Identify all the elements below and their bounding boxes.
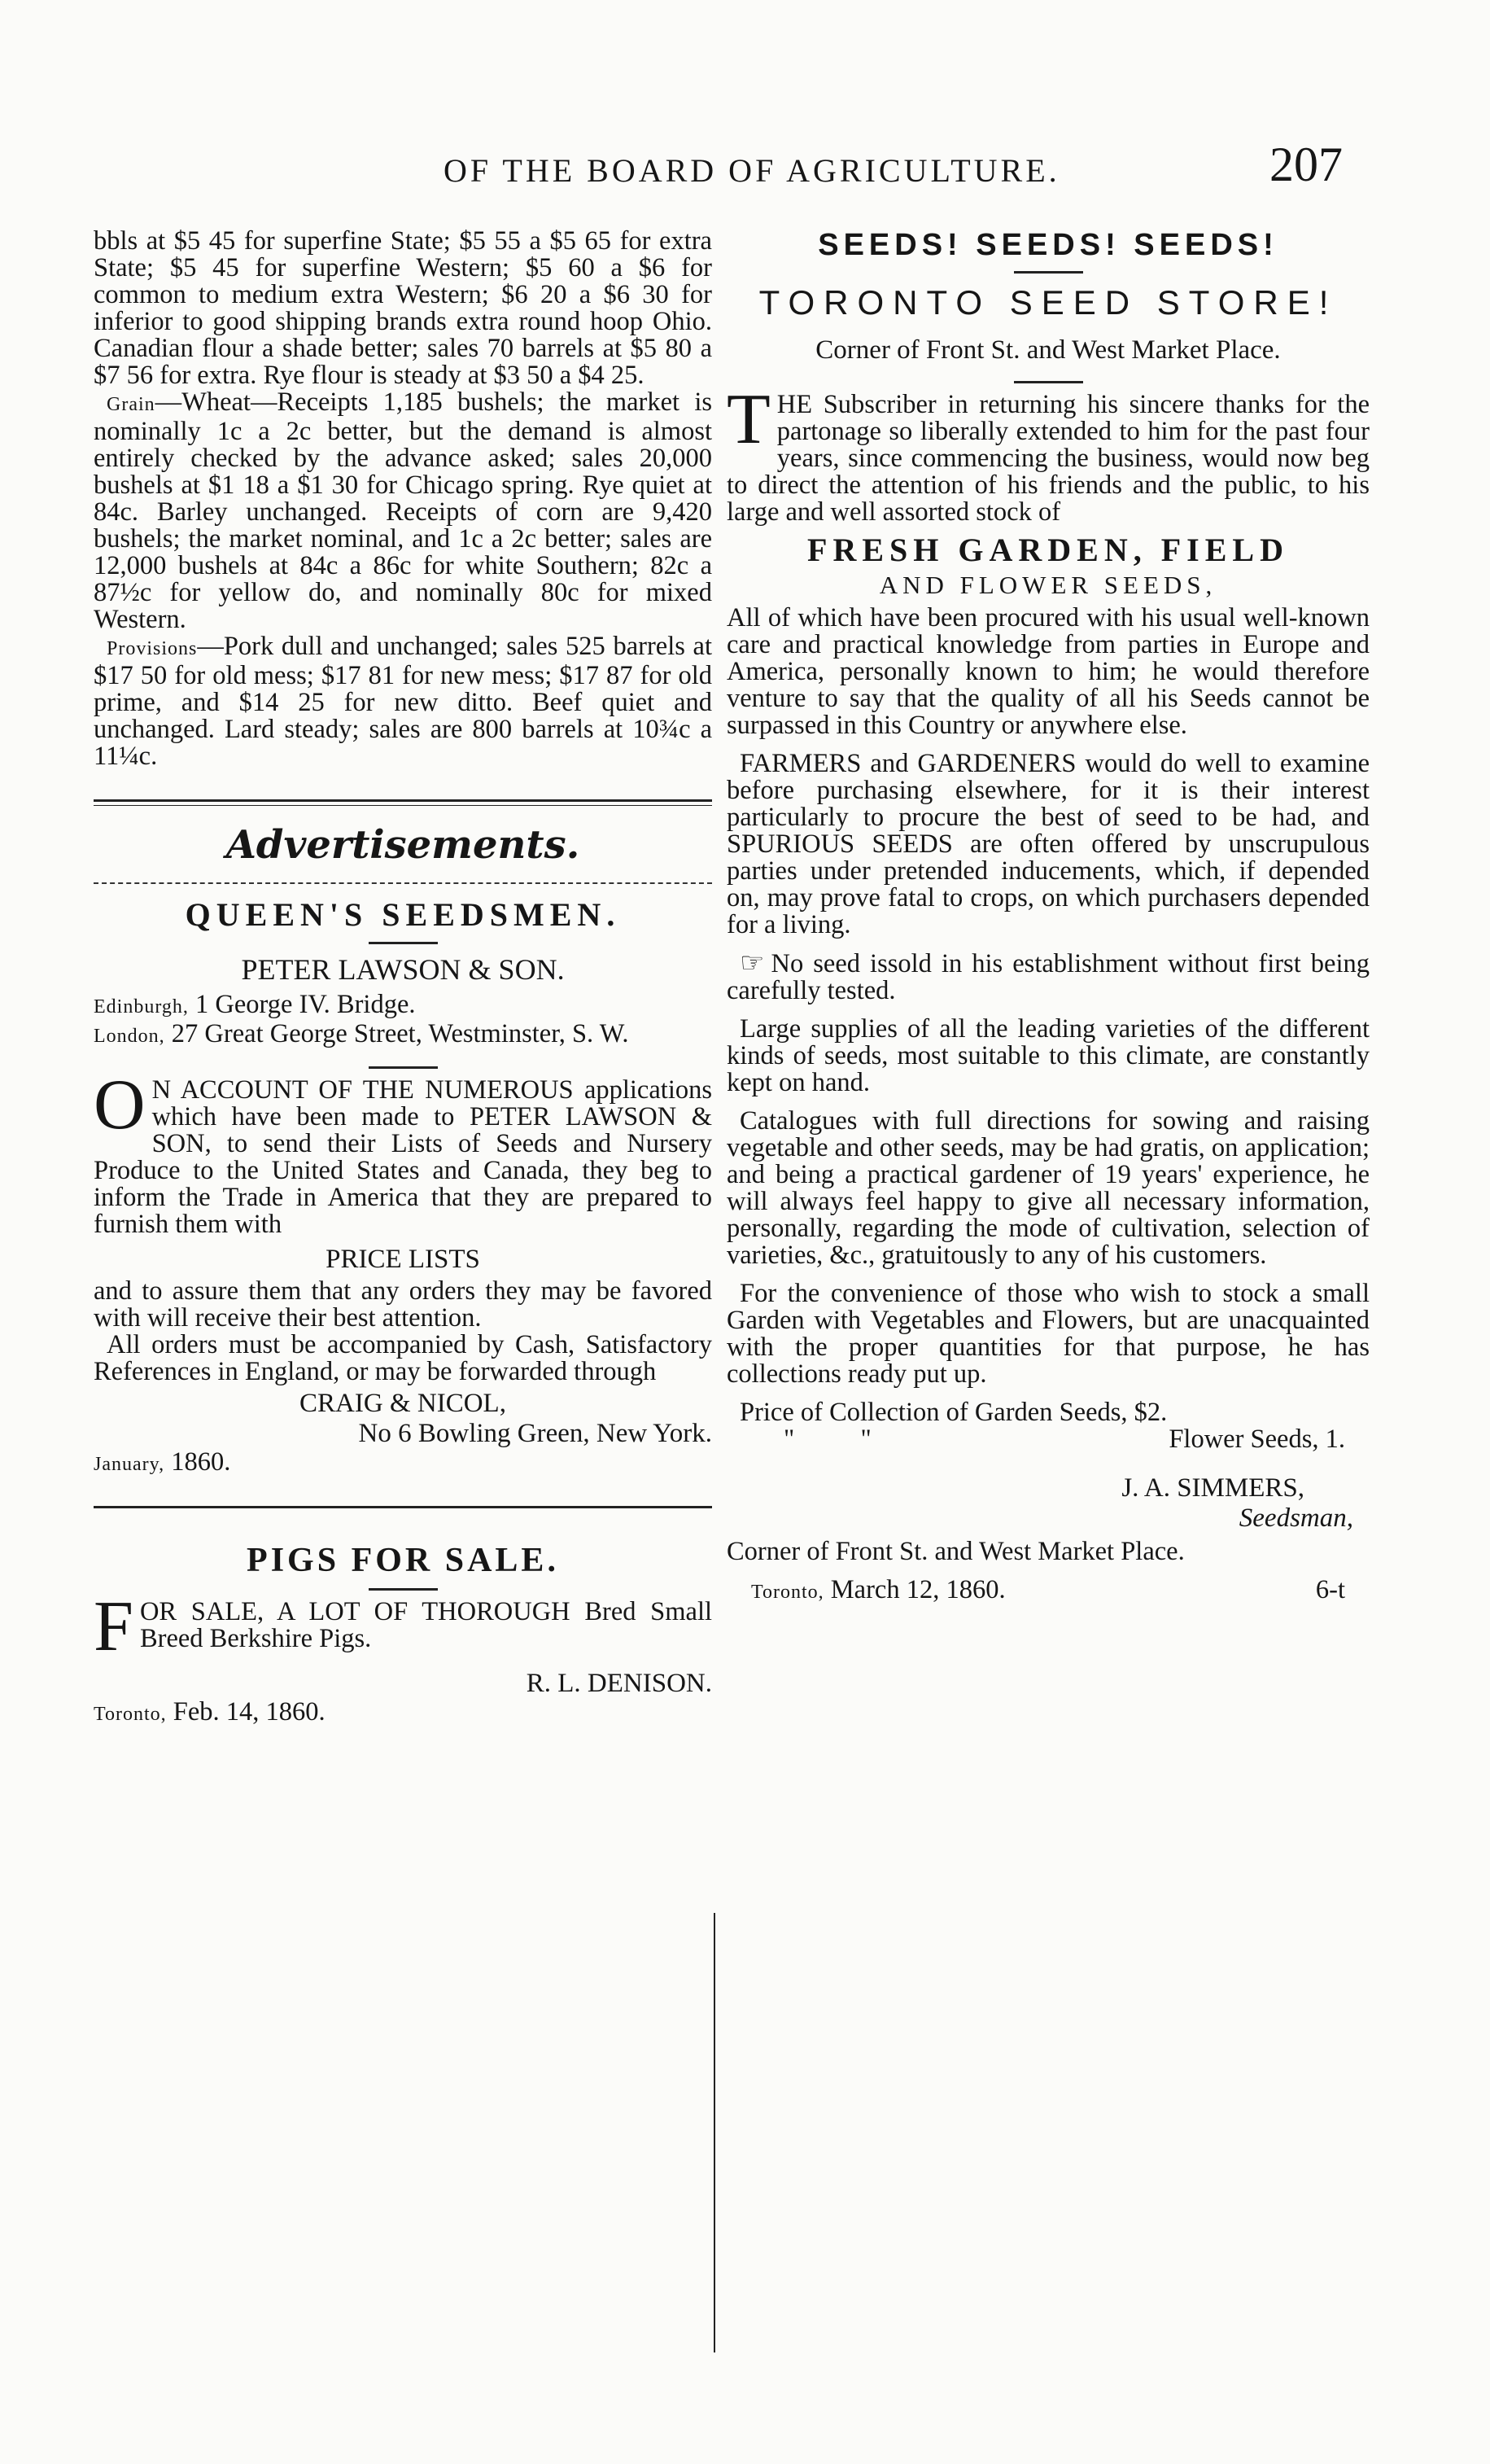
price-lists-heading: PRICE LISTS [326, 1245, 480, 1274]
pigs-paragraph [94, 1587, 713, 1666]
farmers-paragraph: FARMERS and GARDENERS would do well to examine before purchasing elsewhere, for it is their interest particularly to procure the best of seed to be had, and SPURIOUS SEEDS are often offered by unscrupulous parties under pretended inducements, which, if depended on, may prove fatal to crops, on which purchasers depended for a living. [727, 749, 1370, 939]
price-flower-row [727, 1426, 1370, 1455]
pigs-signature: R. L. DENISON. [526, 1669, 712, 1698]
market-report-flour: bbls at $5 45 for superfine State; $5 55 a $5 65 for extra State; $5 45 for superfine Western; $5 60 a $6 for common to medium extra Western; $6 20 a $6 30 for inferior to good shipping brands extra round hoop Ohio. Canadian flour a shade better; sales 70 barrels at $5 80 a $7 56 for extra. Rye flour is steady at $3 50 a $4 25. [94, 226, 712, 390]
market-report-grain [94, 389, 712, 633]
edinburgh-address [94, 991, 712, 1021]
store-location: Corner of Front St. and West Market Place. [815, 335, 1281, 365]
date-year: 1860. [164, 1447, 231, 1477]
no-seed-text: No seed issold in his establishment without first being carefully tested. [727, 949, 1370, 1005]
pigs-date-place: Toronto, [94, 1704, 167, 1725]
section-double-rule [94, 799, 712, 806]
dropcap-o: O [94, 1066, 146, 1144]
seller-address: Corner of Front St. and West Market Place. [727, 1537, 1185, 1566]
catalogues-paragraph: Catalogues with full directions for sowing and raising vegetable and other seeds, may be had gratis, on application; and being a practical gardener of 19 years' experience, he will always feel happy to give all necessary information, personally, regarding the mode of cultivation, selection of varieties, &c., gratuitously to any of his customers. [727, 1106, 1370, 1270]
dropcap-t: T [727, 380, 771, 459]
supplies-paragraph: Large supplies of all the leading varieties of the different kinds of seeds, most suitable to this climate, are constantly kept on hand. [727, 1014, 1370, 1097]
account-first-line: N ACCOUNT OF THE NUMEROUS [151, 1075, 574, 1105]
orders-paragraph: All orders must be accompanied by Cash, Satisfactory References in England, or may be forwarded through [94, 1330, 712, 1386]
fresh-seeds-heading: FRESH GARDEN, FIELD [807, 532, 1289, 568]
running-head-title: OF THE BOARD OF AGRICULTURE. [444, 152, 1060, 189]
london-label: London, [94, 1026, 165, 1047]
pigs-date-text: Feb. 14, 1860. [166, 1697, 326, 1727]
pigs-rest: Bred Small Breed Berkshire Pigs. [139, 1597, 713, 1653]
short-rule [369, 1066, 438, 1069]
column-divider [714, 1913, 715, 2352]
london-text: 27 Great George Street, Westminster, S. W. [164, 1019, 629, 1048]
edinburgh-text: 1 George IV. Bridge. [188, 990, 416, 1019]
intro-text: HE Subscriber in returning his sincere thanks for the partonage so liberally extended to him for the past four years, since commencing the business, would now beg to direct the attention of his friends and the public, to his large and well assorted stock of [727, 390, 1370, 527]
section-rule [94, 1506, 712, 1508]
insertion-code: 6-t [1315, 1575, 1345, 1604]
no-seed-paragraph [727, 950, 1370, 1004]
edinburgh-label: Edinburgh, [94, 996, 189, 1018]
intro-paragraph [727, 380, 1370, 527]
seeds-heading: SEEDS! SEEDS! SEEDS! [818, 228, 1278, 262]
agent-name: CRAIG & NICOL, [299, 1389, 506, 1418]
agent-address: No 6 Bowling Green, New York. [358, 1419, 712, 1448]
right-date-row [727, 1577, 1370, 1606]
right-date [751, 1577, 1006, 1606]
seller-title: Seedsman, [1239, 1503, 1353, 1533]
firm-name: PETER LAWSON & SON. [241, 953, 565, 986]
price-garden-seeds: Price of Collection of Garden Seeds, $2. [740, 1398, 1168, 1427]
procured-paragraph: All of which have been procured with his usual well-known care and practical knowledge from parties in Europe and America, personally known to him; he would therefore venture to say that the quality of all his Seeds cannot be surpassed in this Country or anywhere else. [727, 603, 1370, 740]
market-report-provisions [94, 633, 712, 770]
running-head [0, 137, 1490, 194]
assure-paragraph: and to assure them that any orders they may be favored with will receive their best attention. [94, 1276, 712, 1333]
short-rule [1014, 271, 1083, 274]
short-rule [369, 942, 438, 944]
grain-label: Grain [107, 394, 155, 415]
left-column [94, 228, 712, 1728]
right-column [727, 228, 1370, 1606]
queens-seedsmen-heading: QUEEN'S SEEDSMEN. [185, 896, 621, 933]
pointing-hand-icon: ☞ [740, 948, 765, 978]
advertisements-heading: Advertisements. [225, 822, 580, 868]
page-number: 207 [1269, 138, 1343, 191]
right-date-text: March 12, 1860. [824, 1575, 1006, 1604]
provisions-label: Provisions [107, 638, 198, 659]
seller-signature: J. A. SIMMERS, [1121, 1473, 1304, 1503]
price-flower-seeds: Flower Seeds, 1. [1169, 1425, 1345, 1454]
short-rule [1014, 381, 1083, 383]
and-flower-seeds: AND FLOWER SEEDS, [879, 571, 1217, 599]
convenience-paragraph: For the convenience of those who wish to stock a small Garden with Vegetables and Flowers, but are unacquainted with the proper quantities for that purpose, he has collections ready put up. [727, 1279, 1370, 1389]
london-address [94, 1021, 712, 1050]
toronto-seed-store-heading: TORONTO SEED STORE! [758, 283, 1338, 322]
provisions-text: —Pork dull and unchanged; sales 525 barrels at $17 50 for old mess; $17 81 for new mess; $17 87 for old prime, and $14 25 for new ditto. Beef quiet and unchanged. Lard steady; sales are 800 barrels at 10¾c a 11¼c. [94, 632, 712, 771]
grain-text: —Wheat—Receipts 1,185 bushels; the market is nominally 1c a 2c better, but the demand is almost entirely checked by the advance asked; sales 20,000 bushels at $1 18 a $1 30 for Chicago spring. Rye quiet at 84c. Barley unchanged. Receipts of corn are 9,420 bushels; the market nominal, and 1c a 2c better; sales are 12,000 bushels at 84c a 86c for white Southern; 82c a 87½c for yellow do, and nominally 80c for mixed Western. [94, 387, 712, 634]
short-rule [369, 1588, 438, 1591]
pigs-for-sale-heading: PIGS FOR SALE. [247, 1542, 559, 1579]
queens-account-paragraph [94, 1066, 712, 1239]
queens-date [94, 1449, 712, 1478]
date-month: January, [94, 1454, 165, 1475]
pigs-date [94, 1699, 712, 1728]
dropcap-f: F [94, 1587, 133, 1666]
pigs-first-line: OR SALE, A LOT OF THOROUGH [139, 1597, 570, 1626]
right-date-place: Toronto, [751, 1582, 824, 1603]
account-rest: applications which have been made to PETER LAWSON & SON, to send their Lists of Seeds and Nursery Produce to the United States and Canada, they beg to inform the Trade in America that they are prepared to furnish them with [94, 1075, 712, 1239]
dashed-rule [94, 882, 712, 884]
ditto-marks: " " [784, 1425, 872, 1454]
